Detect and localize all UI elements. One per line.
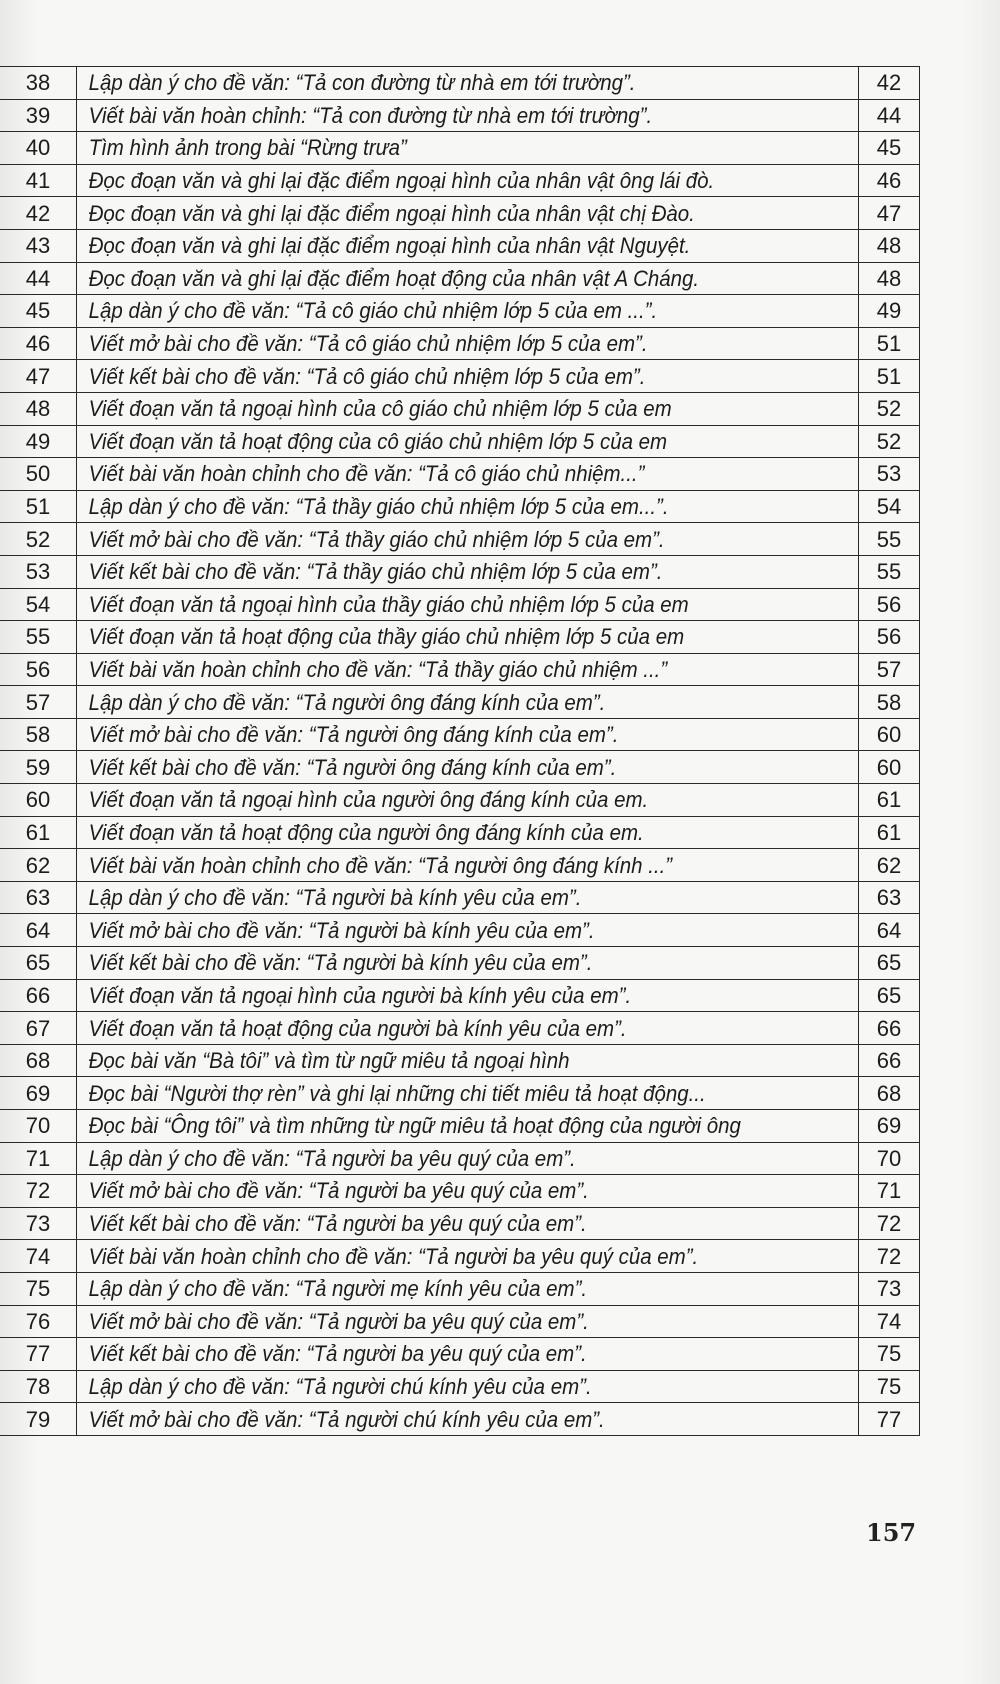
entry-page: 48 xyxy=(859,262,920,295)
entry-number: 78 xyxy=(0,1370,77,1403)
entry-number: 62 xyxy=(0,849,77,882)
entry-number: 64 xyxy=(0,914,77,947)
entry-title: Viết kết bài cho đề văn: “Tả cô giáo chủ nhiệm lớp 5 của em”. xyxy=(77,360,804,393)
page-number: 157 xyxy=(866,1518,917,1547)
entry-number: 68 xyxy=(0,1044,77,1077)
entry-page: 51 xyxy=(859,360,920,393)
entry-number: 61 xyxy=(0,816,77,849)
table-row xyxy=(0,947,920,980)
entry-page: 75 xyxy=(859,1370,920,1403)
table-row xyxy=(0,197,920,230)
entry-page: 63 xyxy=(859,881,920,914)
entry-page: 73 xyxy=(859,1272,920,1305)
entry-number: 67 xyxy=(0,1012,77,1045)
entry-title: Viết mở bài cho đề văn: “Tả người chú kính yêu của em”. xyxy=(77,1403,804,1436)
entry-title: Lập dàn ý cho đề văn: “Tả người ông đáng kính của em”. xyxy=(77,686,804,719)
entry-title: Viết bài văn hoàn chỉnh cho đề văn: “Tả thầy giáo chủ nhiệm ...” xyxy=(77,653,804,686)
entry-number: 52 xyxy=(0,523,77,556)
entry-page: 69 xyxy=(859,1110,920,1143)
entry-page: 61 xyxy=(859,816,920,849)
entry-title: Lập dàn ý cho đề văn: “Tả con đường từ nhà em tới trường”. xyxy=(77,67,804,100)
entry-page: 72 xyxy=(859,1240,920,1273)
entry-number: 74 xyxy=(0,1240,77,1273)
entry-page: 68 xyxy=(859,1077,920,1110)
entry-title: Viết đoạn văn tả ngoại hình của cô giáo chủ nhiệm lớp 5 của em xyxy=(77,392,804,425)
entry-page: 54 xyxy=(859,490,920,523)
entry-page: 47 xyxy=(859,197,920,230)
entry-page: 64 xyxy=(859,914,920,947)
entry-page: 42 xyxy=(859,67,920,100)
entry-number: 71 xyxy=(0,1142,77,1175)
entry-page: 44 xyxy=(859,99,920,132)
entry-title: Viết đoạn văn tả ngoại hình của người ông đáng kính của em. xyxy=(77,784,804,817)
entry-number: 76 xyxy=(0,1305,77,1338)
entry-title: Viết đoạn văn tả hoạt động của cô giáo chủ nhiệm lớp 5 của em xyxy=(77,425,804,458)
table-row xyxy=(0,1338,920,1371)
entry-title: Viết đoạn văn tả hoạt động của người bà kính yêu của em”. xyxy=(77,1012,804,1045)
entry-number: 70 xyxy=(0,1110,77,1143)
entry-number: 39 xyxy=(0,99,77,132)
table-row xyxy=(0,327,920,360)
entry-page: 58 xyxy=(859,686,920,719)
table-row xyxy=(0,392,920,425)
entry-number: 56 xyxy=(0,653,77,686)
entry-title: Đọc bài văn “Bà tôi” và tìm từ ngữ miêu tả ngoại hình xyxy=(77,1044,804,1077)
entry-page: 45 xyxy=(859,132,920,165)
table-row xyxy=(0,229,920,262)
table-row xyxy=(0,295,920,328)
entry-title: Viết kết bài cho đề văn: “Tả người ông đáng kính của em”. xyxy=(77,751,804,784)
table-row xyxy=(0,99,920,132)
table-row xyxy=(0,1240,920,1273)
entry-page: 65 xyxy=(859,979,920,1012)
entry-number: 79 xyxy=(0,1403,77,1436)
table-row xyxy=(0,555,920,588)
table-row xyxy=(0,621,920,654)
entry-title: Lập dàn ý cho đề văn: “Tả người ba yêu quý của em”. xyxy=(77,1142,804,1175)
table-row xyxy=(0,1370,920,1403)
entry-page: 71 xyxy=(859,1175,920,1208)
entry-number: 63 xyxy=(0,881,77,914)
entry-title: Tìm hình ảnh trong bài “Rừng trưa” xyxy=(77,132,804,165)
entry-number: 69 xyxy=(0,1077,77,1110)
entry-number: 46 xyxy=(0,327,77,360)
entry-page: 46 xyxy=(859,164,920,197)
entry-number: 77 xyxy=(0,1338,77,1371)
table-of-contents xyxy=(0,66,920,1436)
entry-page: 48 xyxy=(859,229,920,262)
entry-title: Viết bài văn hoàn chỉnh: “Tả con đường từ nhà em tới trường”. xyxy=(77,99,804,132)
entry-title: Đọc bài “Ông tôi” và tìm những từ ngữ miêu tả hoạt động của người ông xyxy=(77,1110,804,1143)
table-row xyxy=(0,262,920,295)
entry-title: Viết mở bài cho đề văn: “Tả cô giáo chủ nhiệm lớp 5 của em”. xyxy=(77,327,804,360)
entry-number: 57 xyxy=(0,686,77,719)
entry-page: 61 xyxy=(859,784,920,817)
table-row xyxy=(0,1077,920,1110)
table-row xyxy=(0,1110,920,1143)
entry-number: 50 xyxy=(0,458,77,491)
table-row xyxy=(0,686,920,719)
entry-title: Viết kết bài cho đề văn: “Tả người bà kính yêu của em”. xyxy=(77,947,804,980)
entry-page: 55 xyxy=(859,523,920,556)
entry-title: Viết bài văn hoàn chỉnh cho đề văn: “Tả người ông đáng kính ...” xyxy=(77,849,804,882)
table-row xyxy=(0,1207,920,1240)
entry-page: 49 xyxy=(859,295,920,328)
entry-page: 72 xyxy=(859,1207,920,1240)
entry-page: 51 xyxy=(859,327,920,360)
entry-number: 43 xyxy=(0,229,77,262)
entry-title: Viết kết bài cho đề văn: “Tả thầy giáo chủ nhiệm lớp 5 của em”. xyxy=(77,555,804,588)
entry-number: 66 xyxy=(0,979,77,1012)
table-row xyxy=(0,67,920,100)
table-row xyxy=(0,1175,920,1208)
entry-page: 53 xyxy=(859,458,920,491)
entry-title: Viết mở bài cho đề văn: “Tả người ba yêu quý của em”. xyxy=(77,1175,804,1208)
entry-number: 73 xyxy=(0,1207,77,1240)
entry-title: Đọc đoạn văn và ghi lại đặc điểm ngoại hình của nhân vật Nguyệt. xyxy=(77,229,804,262)
entry-page: 52 xyxy=(859,392,920,425)
table-row xyxy=(0,1305,920,1338)
table-row xyxy=(0,881,920,914)
entry-number: 59 xyxy=(0,751,77,784)
entry-page: 52 xyxy=(859,425,920,458)
entry-title: Đọc đoạn văn và ghi lại đặc điểm ngoại hình của nhân vật chị Đào. xyxy=(77,197,804,230)
entry-title: Viết mở bài cho đề văn: “Tả người ba yêu quý của em”. xyxy=(77,1305,804,1338)
entry-page: 62 xyxy=(859,849,920,882)
entry-number: 60 xyxy=(0,784,77,817)
entry-page: 74 xyxy=(859,1305,920,1338)
entry-title: Viết bài văn hoàn chỉnh cho đề văn: “Tả người ba yêu quý của em”. xyxy=(77,1240,804,1273)
table-row xyxy=(0,1012,920,1045)
entry-page: 60 xyxy=(859,718,920,751)
entry-title: Lập dàn ý cho đề văn: “Tả người chú kính yêu của em”. xyxy=(77,1370,804,1403)
entry-title: Viết bài văn hoàn chỉnh cho đề văn: “Tả cô giáo chủ nhiệm...” xyxy=(77,458,804,491)
table-row xyxy=(0,718,920,751)
entry-title: Viết đoạn văn tả hoạt động của người ông đáng kính của em. xyxy=(77,816,804,849)
table-row xyxy=(0,425,920,458)
table-row xyxy=(0,816,920,849)
entry-number: 45 xyxy=(0,295,77,328)
table-row xyxy=(0,458,920,491)
entry-number: 53 xyxy=(0,555,77,588)
entry-number: 41 xyxy=(0,164,77,197)
entry-page: 77 xyxy=(859,1403,920,1436)
entry-page: 60 xyxy=(859,751,920,784)
entry-page: 66 xyxy=(859,1012,920,1045)
entry-number: 40 xyxy=(0,132,77,165)
table-row xyxy=(0,1044,920,1077)
entry-title: Viết mở bài cho đề văn: “Tả người bà kính yêu của em”. xyxy=(77,914,804,947)
entry-number: 44 xyxy=(0,262,77,295)
entry-page: 55 xyxy=(859,555,920,588)
entry-number: 54 xyxy=(0,588,77,621)
table-row xyxy=(0,751,920,784)
entry-number: 42 xyxy=(0,197,77,230)
entry-page: 75 xyxy=(859,1338,920,1371)
entry-number: 75 xyxy=(0,1272,77,1305)
entry-title: Viết đoạn văn tả ngoại hình của người bà kính yêu của em”. xyxy=(77,979,804,1012)
entry-page: 65 xyxy=(859,947,920,980)
entry-title: Viết đoạn văn tả hoạt động của thầy giáo chủ nhiệm lớp 5 của em xyxy=(77,621,804,654)
table-row xyxy=(0,360,920,393)
table-row xyxy=(0,653,920,686)
table-row xyxy=(0,588,920,621)
entry-title: Lập dàn ý cho đề văn: “Tả thầy giáo chủ nhiệm lớp 5 của em...”. xyxy=(77,490,804,523)
table-row xyxy=(0,1272,920,1305)
entry-number: 72 xyxy=(0,1175,77,1208)
entry-title: Viết mở bài cho đề văn: “Tả thầy giáo chủ nhiệm lớp 5 của em”. xyxy=(77,523,804,556)
entry-title: Lập dàn ý cho đề văn: “Tả người mẹ kính yêu của em”. xyxy=(77,1272,804,1305)
entry-title: Đọc đoạn văn và ghi lại đặc điểm ngoại hình của nhân vật ông lái đò. xyxy=(77,164,804,197)
entry-title: Viết kết bài cho đề văn: “Tả người ba yêu quý của em”. xyxy=(77,1207,804,1240)
entry-page: 66 xyxy=(859,1044,920,1077)
entry-page: 70 xyxy=(859,1142,920,1175)
entry-title: Đọc đoạn văn và ghi lại đặc điểm hoạt động của nhân vật A Cháng. xyxy=(77,262,804,295)
entry-number: 47 xyxy=(0,360,77,393)
table-row xyxy=(0,164,920,197)
entry-page: 56 xyxy=(859,621,920,654)
entry-page: 56 xyxy=(859,588,920,621)
entry-title: Viết kết bài cho đề văn: “Tả người ba yêu quý của em”. xyxy=(77,1338,804,1371)
table-row xyxy=(0,979,920,1012)
entry-number: 49 xyxy=(0,425,77,458)
entry-number: 55 xyxy=(0,621,77,654)
entry-title: Lập dàn ý cho đề văn: “Tả cô giáo chủ nhiệm lớp 5 của em ...”. xyxy=(77,295,804,328)
entry-title: Viết đoạn văn tả ngoại hình của thầy giáo chủ nhiệm lớp 5 của em xyxy=(77,588,804,621)
entry-number: 65 xyxy=(0,947,77,980)
table-row xyxy=(0,914,920,947)
entry-page: 57 xyxy=(859,653,920,686)
table-row xyxy=(0,1403,920,1436)
table-row xyxy=(0,490,920,523)
entry-number: 38 xyxy=(0,67,77,100)
entry-title: Viết mở bài cho đề văn: “Tả người ông đáng kính của em”. xyxy=(77,718,804,751)
table-row xyxy=(0,132,920,165)
entry-title: Lập dàn ý cho đề văn: “Tả người bà kính yêu của em”. xyxy=(77,881,804,914)
table-row xyxy=(0,849,920,882)
entry-number: 58 xyxy=(0,718,77,751)
table-row xyxy=(0,523,920,556)
entry-number: 48 xyxy=(0,392,77,425)
entry-number: 51 xyxy=(0,490,77,523)
table-row xyxy=(0,1142,920,1175)
entry-title: Đọc bài “Người thợ rèn” và ghi lại những chi tiết miêu tả hoạt động... xyxy=(77,1077,804,1110)
table-row xyxy=(0,784,920,817)
toc-body xyxy=(0,67,920,1436)
